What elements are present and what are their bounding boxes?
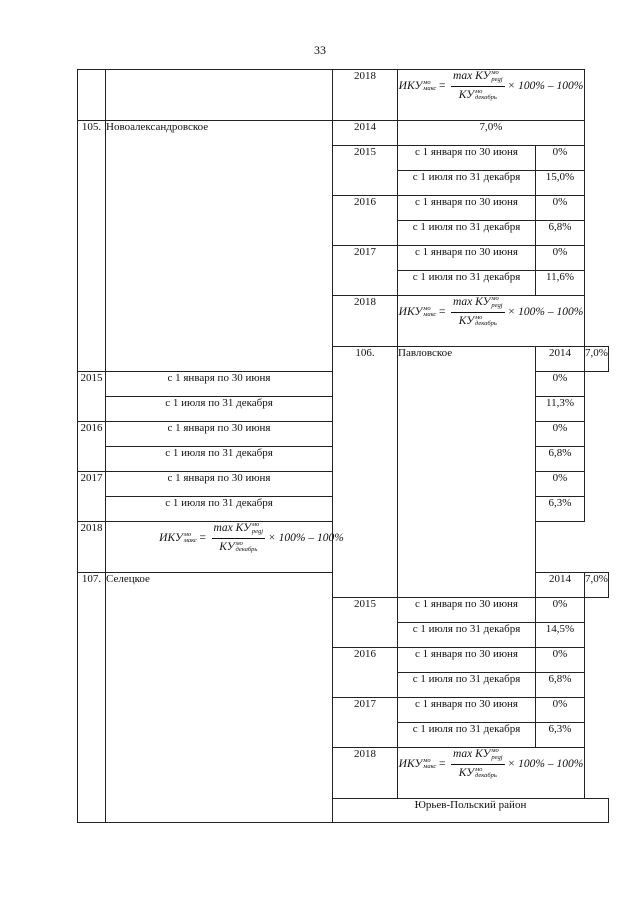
table-row — [78, 121, 609, 146]
formula-numerator: max КУ мо pegj — [451, 296, 504, 313]
formula-equals: = — [198, 531, 207, 544]
municipality-name: Павловское — [398, 347, 536, 598]
formula-denominator: КУ мо декабрь — [458, 765, 497, 780]
rate-cell: 11,6% — [536, 271, 585, 296]
formula-cell — [398, 748, 585, 799]
rate-cell: 7,0% — [585, 347, 609, 372]
period-cell: с 1 января по 30 июня — [398, 698, 536, 723]
period-cell: с 1 января по 30 июня — [398, 146, 536, 171]
rate-cell: 11,3% — [536, 397, 585, 422]
formula-tail: × 100% – 100% — [507, 305, 584, 318]
period-cell: с 1 июля по 31 декабря — [106, 397, 333, 422]
rate-cell: 0% — [536, 372, 585, 397]
formula — [398, 296, 584, 329]
formula-denominator: КУ мо декабрь — [458, 313, 497, 328]
entry-number: 105. — [78, 121, 106, 372]
entry-number: 107. — [78, 573, 106, 823]
rate-cell: 15,0% — [536, 171, 585, 196]
year-cell: 2017 — [333, 246, 398, 296]
formula-fraction — [451, 70, 504, 103]
formula-fraction — [212, 522, 265, 555]
formula-lhs-sup: мо — [423, 304, 431, 312]
formula-tail: × 100% – 100% — [507, 79, 584, 92]
year-cell: 2014 — [536, 347, 585, 372]
formula-lhs-sub: макс — [423, 85, 437, 93]
formula-fraction — [451, 748, 504, 781]
period-cell: с 1 июля по 31 декабря — [398, 673, 536, 698]
period-cell: с 1 января по 30 июня — [398, 598, 536, 623]
period-cell: с 1 января по 30 июня — [398, 246, 536, 271]
rate-cell: 6,3% — [536, 497, 585, 522]
period-cell: с 1 января по 30 июня — [106, 422, 333, 447]
rate-cell: 0% — [536, 196, 585, 221]
formula-denominator: КУ мо декабрь — [219, 539, 258, 554]
rate-cell: 0% — [536, 146, 585, 171]
entry-number: 106. — [333, 347, 398, 598]
year-cell: 2015 — [78, 372, 106, 422]
period-cell: с 1 января по 30 июня — [106, 372, 333, 397]
formula-cell — [398, 296, 585, 347]
rate-cell: 6,8% — [536, 673, 585, 698]
year-cell: 2017 — [78, 472, 106, 522]
rate-cell: 7,0% — [585, 573, 609, 598]
period-cell: с 1 июля по 31 декабря — [106, 497, 333, 522]
municipality-name: Новоалександровское — [106, 121, 333, 372]
period-cell: с 1 июля по 31 декабря — [398, 723, 536, 748]
rate-cell: 0% — [536, 472, 585, 497]
municipality-name: Селецкое — [106, 573, 333, 823]
formula-fraction — [451, 296, 504, 329]
year-cell: 2016 — [333, 648, 398, 698]
rate-cell: 0% — [536, 698, 585, 723]
formula-denominator: КУ мо декабрь — [458, 87, 497, 102]
formula-lhs: ИКУ — [159, 531, 183, 544]
period-cell: с 1 июля по 31 декабря — [398, 271, 536, 296]
period-cell: с 1 января по 30 июня — [106, 472, 333, 497]
period-cell: с 1 июля по 31 декабря — [106, 447, 333, 472]
rate-cell: 6,8% — [536, 447, 585, 472]
period-cell: с 1 июля по 31 декабря — [398, 623, 536, 648]
formula-equals: = — [438, 79, 447, 92]
year-cell: 2018 — [333, 748, 398, 799]
year-cell: 2015 — [333, 598, 398, 648]
table-row — [78, 70, 609, 121]
period-cell: с 1 января по 30 июня — [398, 196, 536, 221]
rate-cell: 0% — [536, 246, 585, 271]
year-cell: 2014 — [536, 573, 585, 598]
period-cell: с 1 июля по 31 декабря — [398, 171, 536, 196]
period-cell: с 1 июля по 31 декабря — [398, 221, 536, 246]
formula-lhs-sup: мо — [423, 756, 431, 764]
rate-cell: 14,5% — [536, 623, 585, 648]
rate-cell: 6,8% — [536, 221, 585, 246]
year-cell: 2017 — [333, 698, 398, 748]
formula-numerator: max КУ мо pegj — [451, 70, 504, 87]
year-cell: 2015 — [333, 146, 398, 196]
year-cell: 2018 — [333, 70, 398, 121]
rate-cell: 0% — [536, 422, 585, 447]
formula-lhs-sub: макс — [423, 311, 437, 319]
name-cell — [106, 70, 333, 121]
formula-equals: = — [438, 305, 447, 318]
formula-lhs-sub: макс — [183, 537, 197, 545]
formula-lhs-sub: макс — [423, 763, 437, 771]
year-cell: 2014 — [333, 121, 398, 146]
rate-cell: 0% — [536, 598, 585, 623]
rate-cell: 6,3% — [536, 723, 585, 748]
formula-tail: × 100% – 100% — [268, 531, 344, 544]
formula — [398, 70, 584, 103]
formula-cell — [106, 522, 398, 573]
year-cell: 2016 — [333, 196, 398, 246]
page-number: 33 — [314, 43, 326, 57]
formula-lhs: ИКУ — [398, 79, 423, 92]
formula-lhs: ИКУ — [398, 757, 423, 770]
num-cell — [78, 70, 106, 121]
formula-lhs-sup: мо — [183, 530, 192, 538]
formula-equals: = — [438, 757, 447, 770]
formula-numerator: max КУ мо pegj — [451, 748, 504, 765]
formula — [106, 522, 397, 555]
rate-cell: 0% — [536, 648, 585, 673]
district-heading: Юрьев-Польский район — [333, 799, 609, 823]
year-cell: 2016 — [78, 422, 106, 472]
formula-lhs: ИКУ — [398, 305, 423, 318]
period-cell: с 1 января по 30 июня — [398, 648, 536, 673]
formula-tail: × 100% – 100% — [507, 757, 584, 770]
rates-table — [77, 69, 609, 823]
year-cell: 2018 — [333, 296, 398, 347]
formula-lhs-sup: мо — [423, 78, 431, 86]
year-cell: 2018 — [78, 522, 106, 573]
formula-cell — [398, 70, 585, 121]
rate-cell: 7,0% — [398, 121, 585, 146]
formula-numerator: max КУ мо pegj — [212, 522, 265, 539]
formula — [398, 748, 584, 781]
